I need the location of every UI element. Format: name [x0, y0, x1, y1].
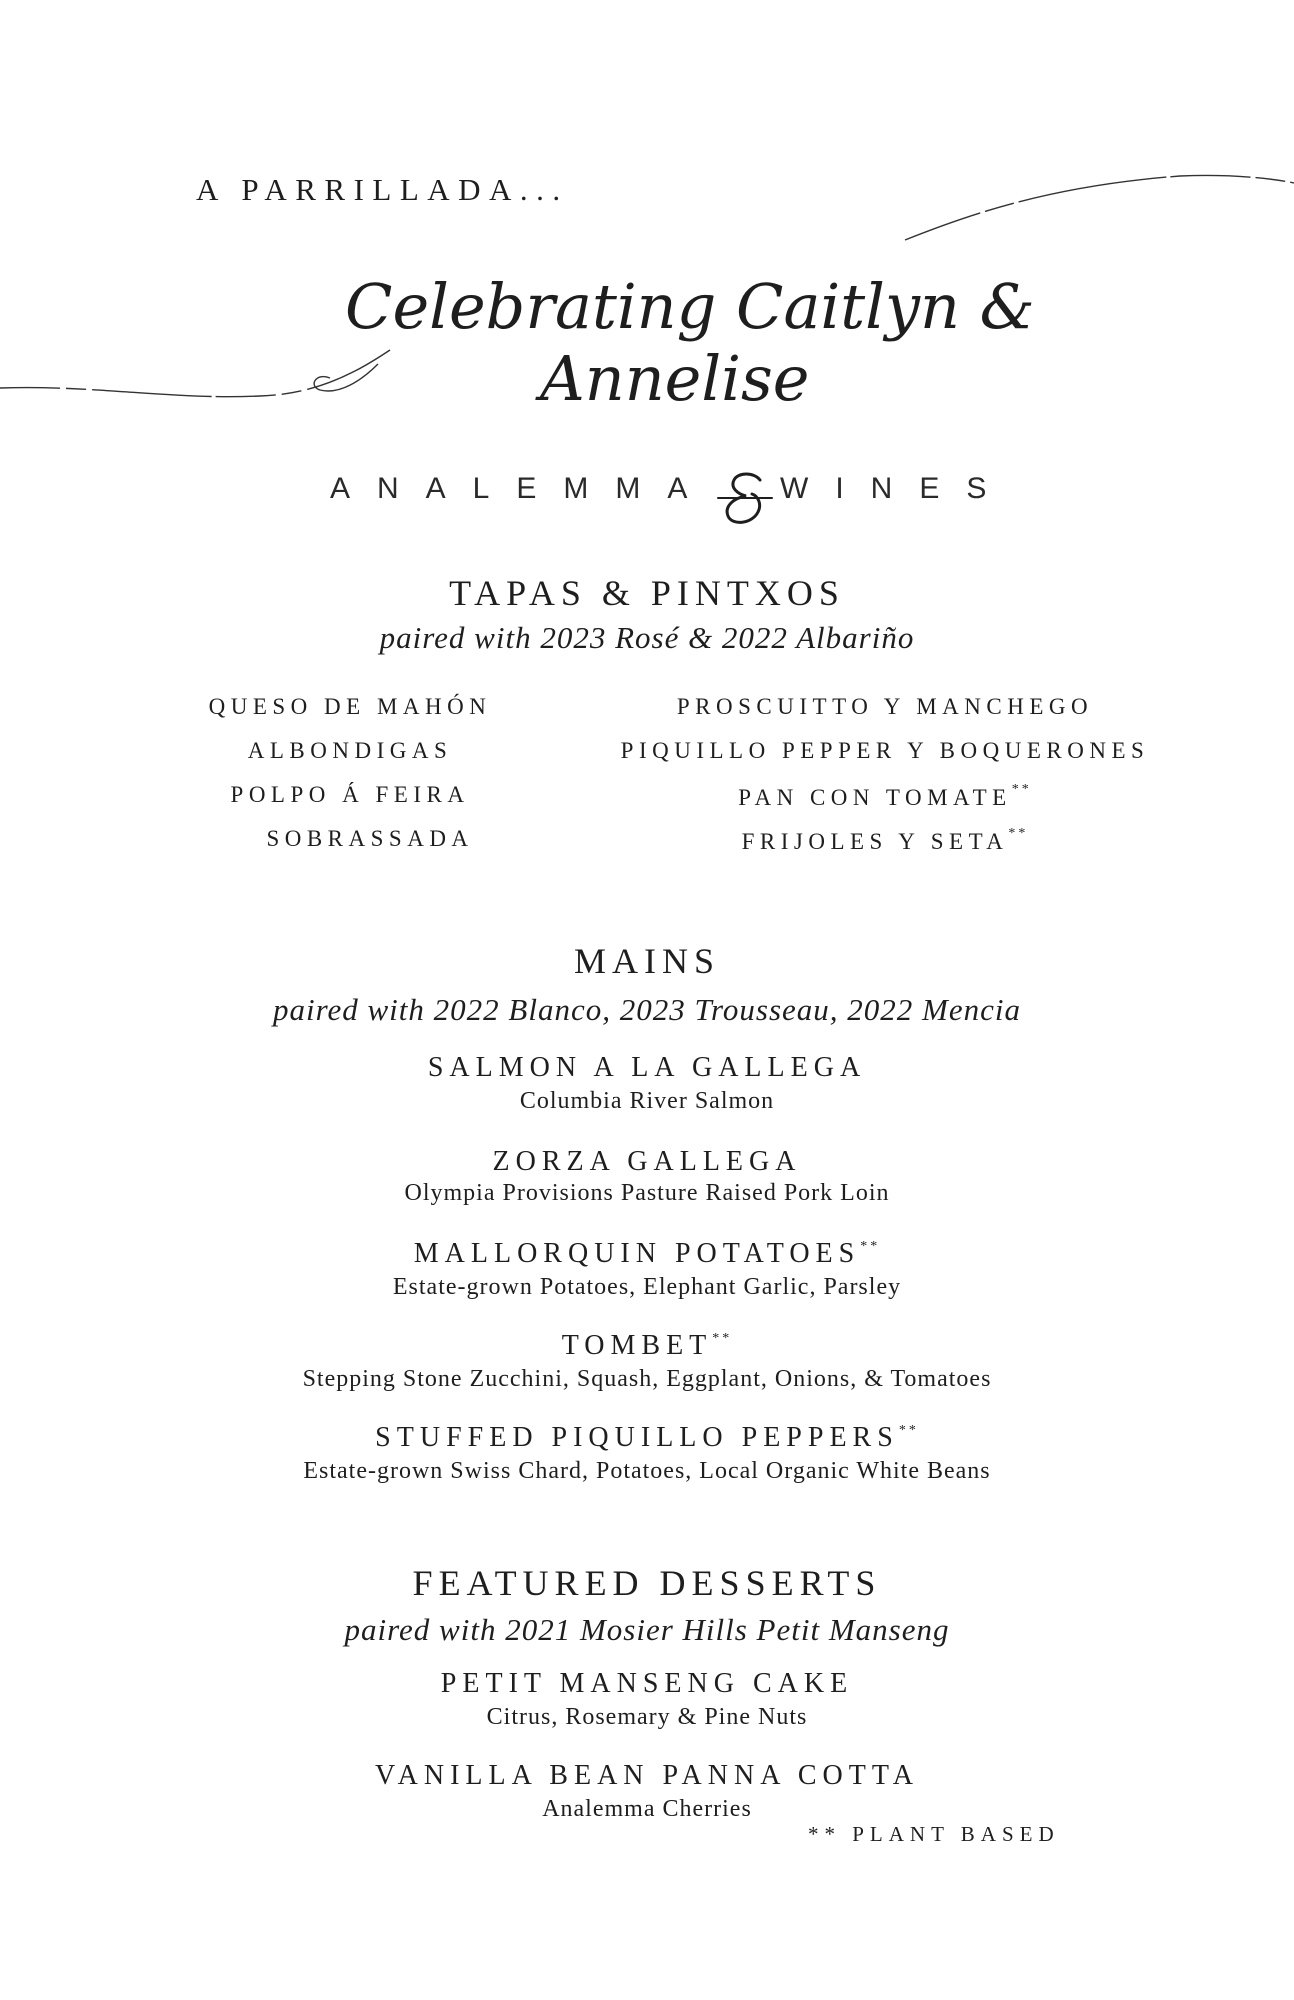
tapas-title: TAPAS & PINTXOS — [449, 573, 845, 613]
dish-name-label: MALLORQUIN POTATOES — [413, 1238, 861, 1269]
dish-name: ZORZA GALLEGA — [492, 1146, 802, 1177]
logo-word-left: ANALEMMA — [330, 472, 715, 505]
tapas-pairing: paired with 2023 Rosé & 2022 Albariño — [379, 620, 915, 655]
tapas-item: PIQUILLO PEPPER Y BOQUERONES — [620, 738, 1150, 763]
dish-name — [0, 1238, 1294, 1270]
tapas-item: ALBONDIGAS — [247, 738, 453, 763]
flourish-loop — [314, 364, 378, 391]
intro-label: A PARRILLADA... — [196, 172, 569, 207]
logo-word-right: WINES — [780, 472, 1014, 505]
dish-desc: Estate-grown Swiss Chard, Potatoes, Local Organic White Beans — [303, 1458, 991, 1484]
dish-name: SALMON A LA GALLEGA — [427, 1052, 867, 1083]
desserts-pairing: paired with 2021 Mosier Hills Petit Manseng — [344, 1612, 950, 1647]
dish-name-label: STUFFED PIQUILLO PEPPERS — [375, 1422, 899, 1453]
dish-name: VANILLA BEAN PANNA COTTA — [375, 1760, 919, 1791]
script-title-line1: Celebrating Caitlyn & — [345, 270, 1035, 343]
plant-based-mark: ** — [1008, 826, 1029, 841]
mains-pairing: paired with 2022 Blanco, 2023 Trousseau, 2022 Mencia — [272, 992, 1022, 1027]
dish-desc: Olympia Provisions Pasture Raised Pork Loin — [404, 1180, 890, 1206]
dish-desc: Stepping Stone Zucchini, Squash, Eggplant, Onions, & Tomatoes — [302, 1366, 992, 1392]
tapas-item — [620, 826, 1150, 855]
mains-title: MAINS — [573, 941, 720, 981]
tapas-item: QUESO DE MAHÓN — [208, 694, 492, 719]
desserts-title: FEATURED DESSERTS — [412, 1563, 882, 1603]
dish-desc: Citrus, Rosemary & Pine Nuts — [486, 1704, 808, 1730]
tapas-item — [620, 782, 1150, 811]
plant-based-mark: ** — [712, 1331, 733, 1346]
flourish-right — [905, 175, 1294, 240]
dish-desc: Columbia River Salmon — [519, 1088, 775, 1114]
flourish-left — [0, 350, 390, 397]
dish-name-label: TOMBET — [561, 1330, 713, 1361]
script-title-line2: Annelise — [540, 342, 810, 415]
plant-based-mark: ** — [860, 1239, 881, 1254]
plant-based-footnote: ** PLANT BASED — [808, 1822, 1060, 1846]
plant-based-mark: ** — [898, 1423, 919, 1438]
dish-name — [0, 1422, 1294, 1454]
dish-desc: Analemma Cherries — [542, 1796, 752, 1822]
tapas-item: SOBRASSADA — [266, 826, 474, 851]
tapas-item: POLPO Á FEIRA — [230, 782, 470, 807]
script-title — [0, 150, 1294, 450]
tapas-item-label: FRIJOLES Y SETA — [741, 829, 1009, 854]
dish-desc: Estate-grown Potatoes, Elephant Garlic, Parsley — [392, 1274, 902, 1300]
winery-logo — [0, 468, 1294, 528]
ampersand-logo-icon — [708, 468, 778, 528]
dish-name: PETIT MANSENG CAKE — [440, 1668, 854, 1699]
dish-name — [0, 1330, 1294, 1362]
tapas-item: PROSCUITTO Y MANCHEGO — [676, 694, 1094, 719]
plant-based-mark: ** — [1011, 782, 1032, 797]
tapas-item-label: PAN CON TOMATE — [738, 785, 1012, 810]
